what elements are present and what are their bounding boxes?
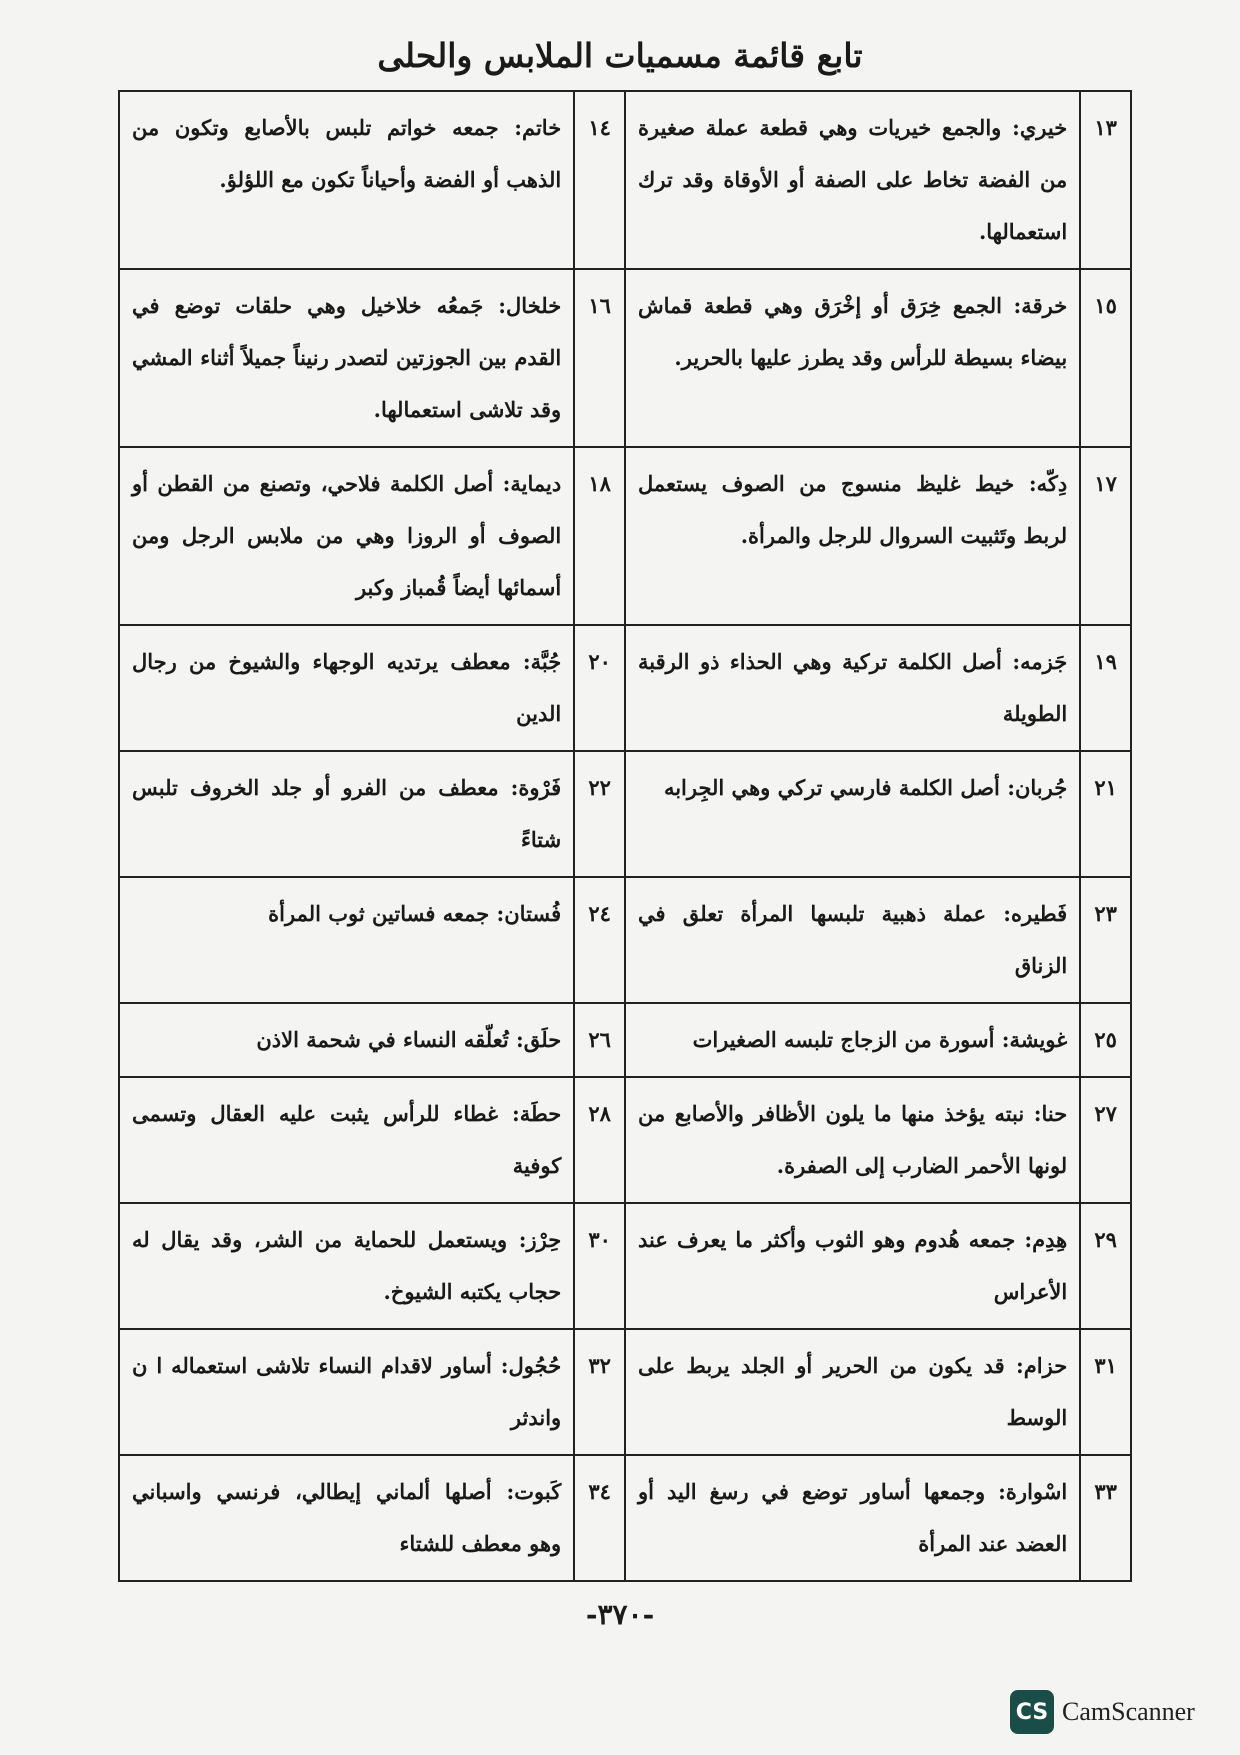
entry-definition: خيري: والجمع خيريات وهي قطعة عملة صغيرة من الفضة تخاط على الصفة أو الأوقاة وقد ترك استعمالها. bbox=[625, 91, 1080, 269]
glossary-table bbox=[118, 90, 1132, 1582]
table-row bbox=[119, 1329, 1131, 1455]
entry-number: ٢٩ bbox=[1080, 1203, 1131, 1329]
entry-number: ٣٢ bbox=[574, 1329, 625, 1455]
entry-definition: حِرْز: ويستعمل للحماية من الشر، وقد يقال له حجاب يكتبه الشيوخ. bbox=[119, 1203, 574, 1329]
table-row bbox=[119, 877, 1131, 1003]
entry-number: ١٣ bbox=[1080, 91, 1131, 269]
entry-number: ٢٤ bbox=[574, 877, 625, 1003]
camscanner-label: CamScanner bbox=[1062, 1697, 1195, 1726]
entry-number: ٢٣ bbox=[1080, 877, 1131, 1003]
camscanner-logo-icon: CS bbox=[1010, 1690, 1054, 1734]
entry-number: ١٧ bbox=[1080, 447, 1131, 625]
entry-definition: دِكّه: خيط غليظ منسوج من الصوف يستعمل لربط وتَثبيت السروال للرجل والمرأة. bbox=[625, 447, 1080, 625]
entry-number: ٢٥ bbox=[1080, 1003, 1131, 1077]
entry-number: ٢٠ bbox=[574, 625, 625, 751]
entry-number: ٣٣ bbox=[1080, 1455, 1131, 1581]
entry-number: ٢٦ bbox=[574, 1003, 625, 1077]
entry-definition: فَرْوة: معطف من الفرو أو جلد الخروف تلبس شتاءً bbox=[119, 751, 574, 877]
entry-definition: خاتم: جمعه خواتم تلبس بالأصابع وتكون من الذهب أو الفضة وأحياناً تكون مع اللؤلؤ. bbox=[119, 91, 574, 269]
entry-definition: كَبوت: أصلها ألماني إيطالي، فرنسي واسباني وهو معطف للشتاء bbox=[119, 1455, 574, 1581]
entry-number: ٢٨ bbox=[574, 1077, 625, 1203]
entry-definition: حُجُول: أساور لاقدام النساء تلاشى استعماله ا ن واندثر bbox=[119, 1329, 574, 1455]
entry-definition: حلَق: تُعلّقه النساء في شحمة الاذن bbox=[119, 1003, 574, 1077]
table-row bbox=[119, 1003, 1131, 1077]
entry-definition: جُبَّة: معطف يرتديه الوجهاء والشيوخ من رجال الدين bbox=[119, 625, 574, 751]
table-row bbox=[119, 625, 1131, 751]
camscanner-watermark bbox=[1010, 1690, 1195, 1734]
page-number: -٣٧٠- bbox=[585, 1598, 655, 1631]
entry-definition: فَطيره: عملة ذهبية تلبسها المرأة تعلق في الزناق bbox=[625, 877, 1080, 1003]
table-row bbox=[119, 1203, 1131, 1329]
entry-definition: جَزمه: أصل الكلمة تركية وهي الحذاء ذو الرقبة الطويلة bbox=[625, 625, 1080, 751]
entry-number: ٣١ bbox=[1080, 1329, 1131, 1455]
entry-number: ١٩ bbox=[1080, 625, 1131, 751]
table-row bbox=[119, 1455, 1131, 1581]
entry-definition: حزام: قد يكون من الحرير أو الجلد يربط على الوسط bbox=[625, 1329, 1080, 1455]
entry-number: ٢١ bbox=[1080, 751, 1131, 877]
entry-number: ١٥ bbox=[1080, 269, 1131, 447]
table-row bbox=[119, 1077, 1131, 1203]
table-row bbox=[119, 269, 1131, 447]
entry-definition: حنا: نبته يؤخذ منها ما يلون الأظافر والأصابع من لونها الأحمر الضارب إلى الصفرة. bbox=[625, 1077, 1080, 1203]
entry-definition: خرقة: الجمع خِرَق أو إخْرَق وهي قطعة قماش بيضاء بسيطة للرأس وقد يطرز عليها بالحرير. bbox=[625, 269, 1080, 447]
entry-number: ٣٤ bbox=[574, 1455, 625, 1581]
entry-number: ١٦ bbox=[574, 269, 625, 447]
entry-definition: ديماية: أصل الكلمة فلاحي، وتصنع من القطن أو الصوف أو الروزا وهي من ملابس الرجل ومن أسمائها أيضاً قُمباز وكبر bbox=[119, 447, 574, 625]
page-title: تابع قائمة مسميات الملابس والحلى bbox=[377, 36, 863, 75]
entry-number: ٢٢ bbox=[574, 751, 625, 877]
entry-number: ١٤ bbox=[574, 91, 625, 269]
entry-number: ٣٠ bbox=[574, 1203, 625, 1329]
entry-definition: اسْوارة: وجمعها أساور توضع في رسغ اليد أو العضد عند المرأة bbox=[625, 1455, 1080, 1581]
entry-number: ١٨ bbox=[574, 447, 625, 625]
entry-definition: خلخال: جَمعُه خلاخيل وهي حلقات توضع في القدم بين الجوزتين لتصدر رنيناً جميلاً أثناء المشي وقد تلاشى استعمالها. bbox=[119, 269, 574, 447]
table-row bbox=[119, 751, 1131, 877]
entry-definition: هِدِم: جمعه هُدوم وهو الثوب وأكثر ما يعرف عند الأعراس bbox=[625, 1203, 1080, 1329]
entry-number: ٢٧ bbox=[1080, 1077, 1131, 1203]
entry-definition: حطَة: غطاء للرأس يثبت عليه العقال وتسمى كوفية bbox=[119, 1077, 574, 1203]
entry-definition: فُستان: جمعه فساتين ثوب المرأة bbox=[119, 877, 574, 1003]
entry-definition: جُربان: أصل الكلمة فارسي تركي وهي الجِرابه bbox=[625, 751, 1080, 877]
table-row bbox=[119, 447, 1131, 625]
entry-definition: غويشة: أسورة من الزجاج تلبسه الصغيرات bbox=[625, 1003, 1080, 1077]
table-row bbox=[119, 91, 1131, 269]
